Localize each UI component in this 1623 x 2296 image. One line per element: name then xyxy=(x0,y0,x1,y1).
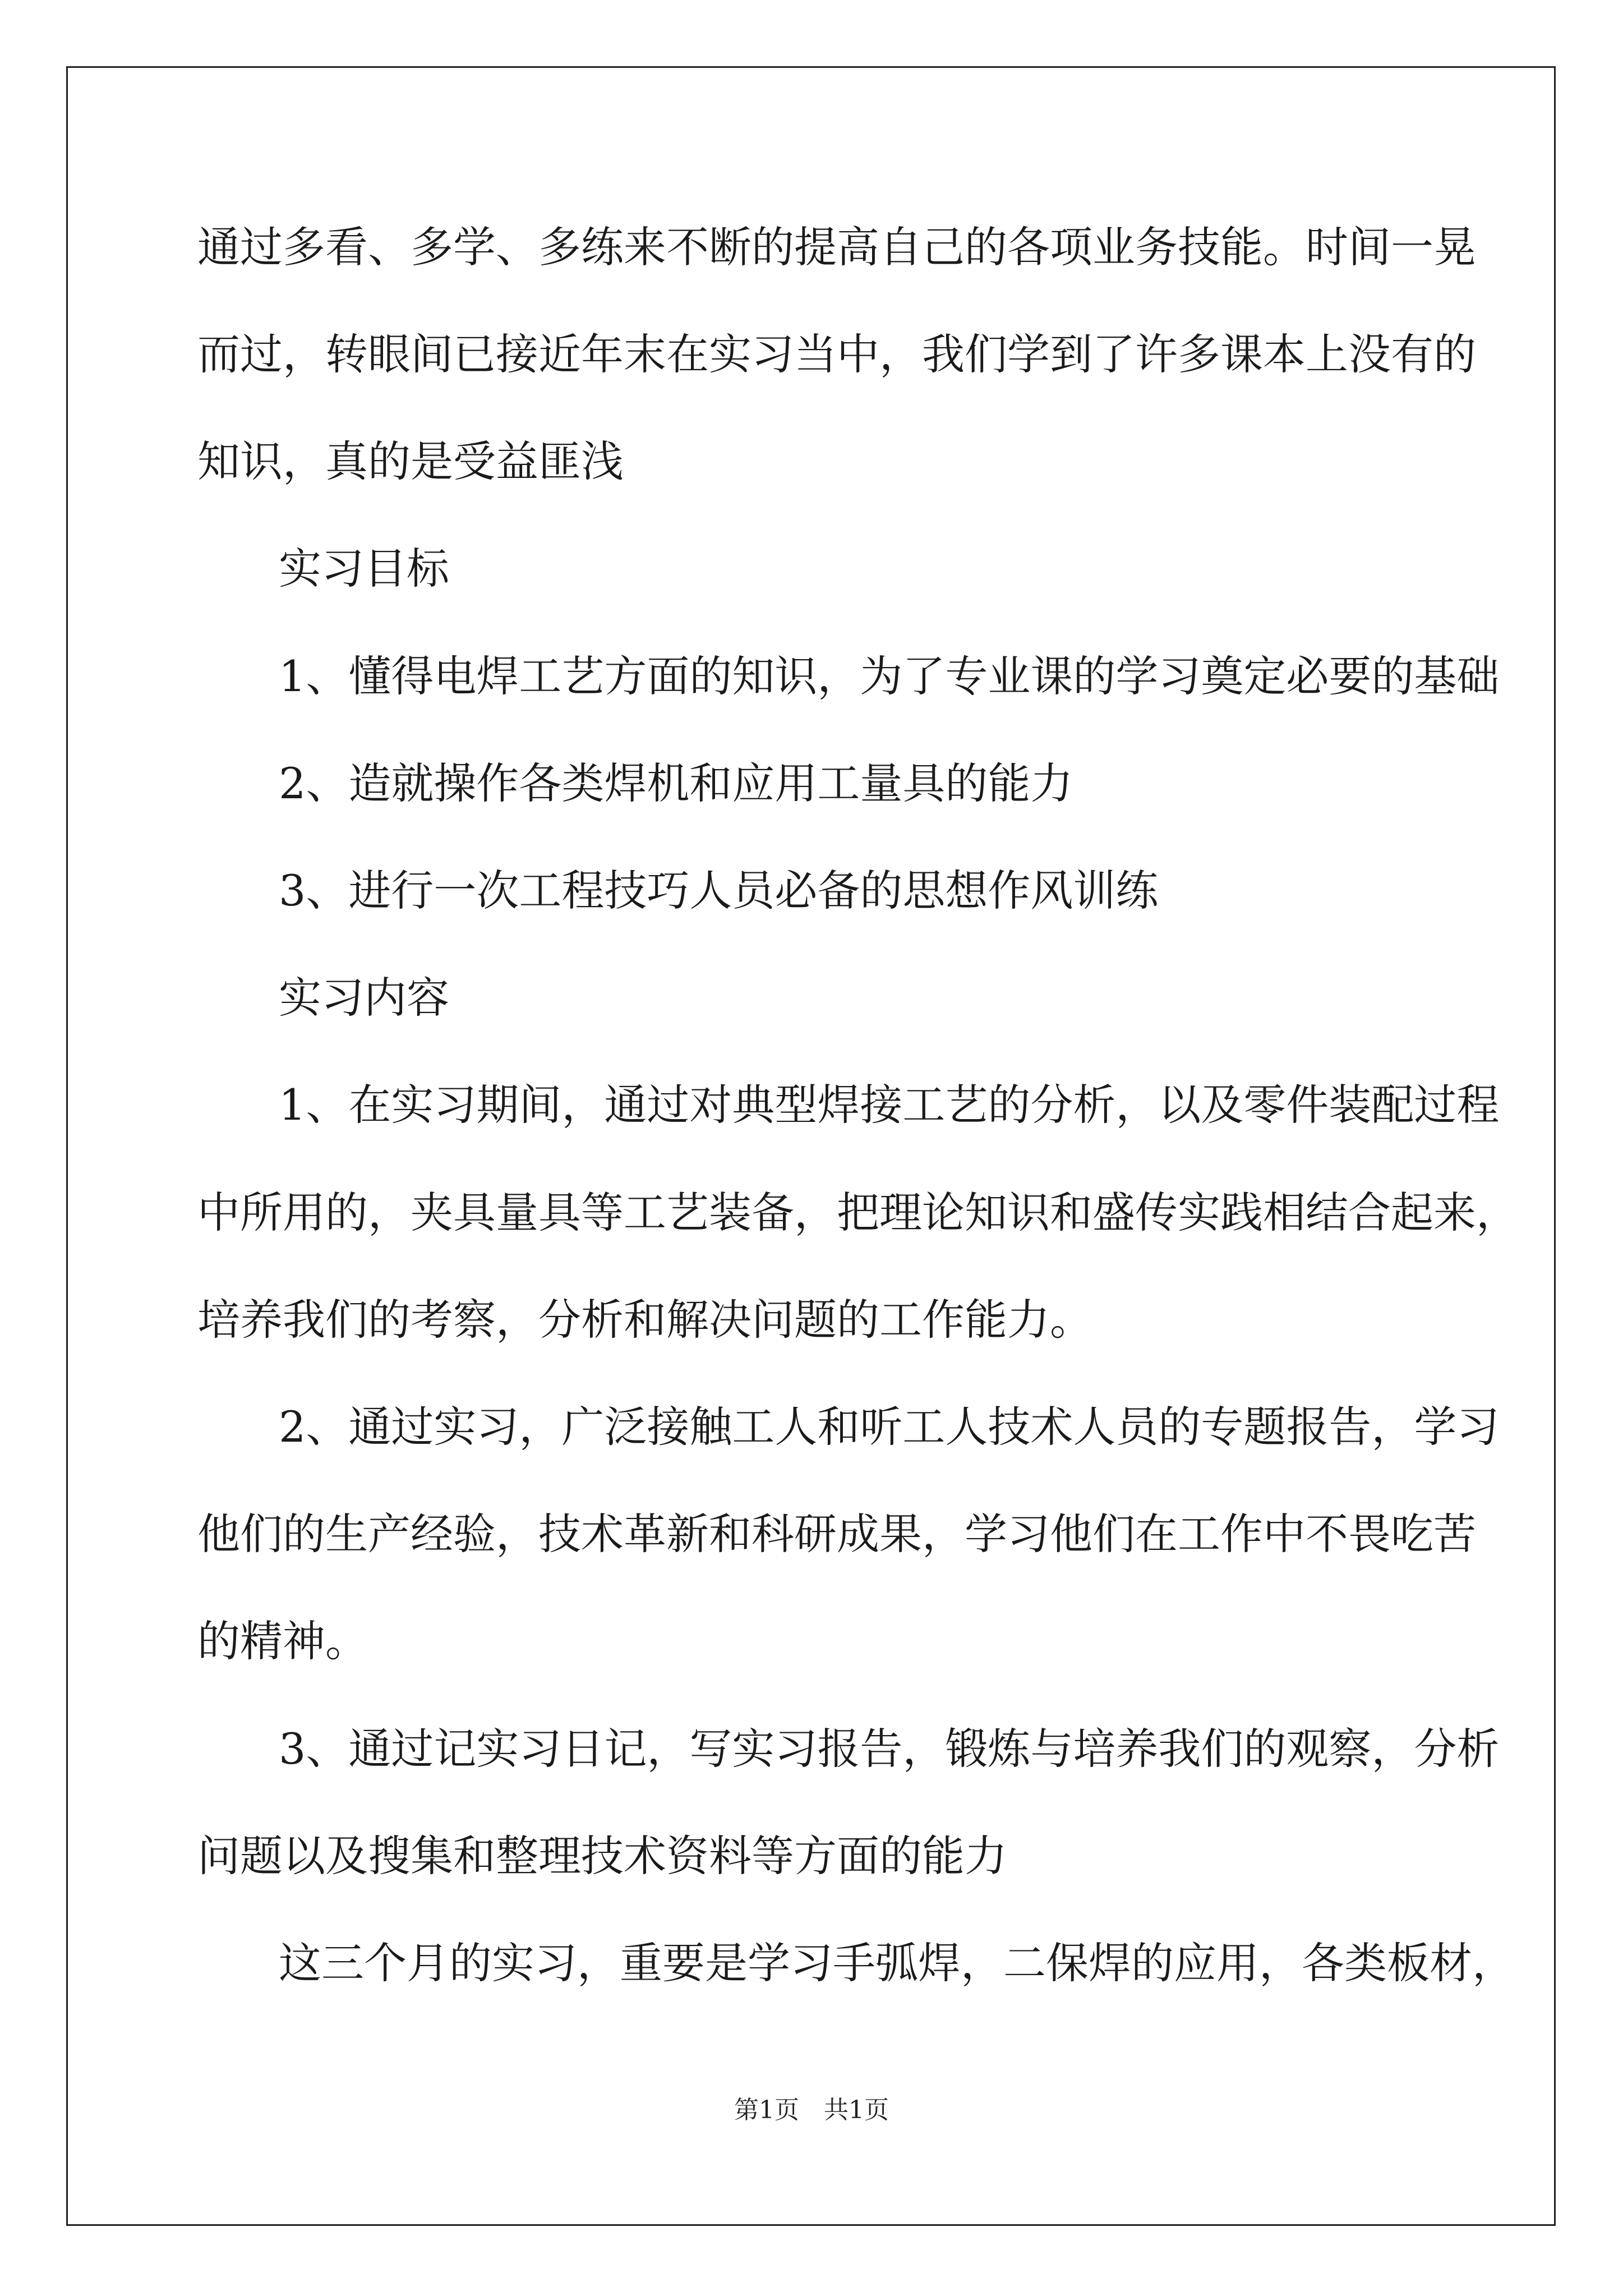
body-text-line: 通过多看、多学、多练来不断的提高自己的各项业务技能。时间一晃 xyxy=(197,222,1476,272)
body-text-line: 而过，转眼间已接近年末在实习当中，我们学到了许多课本上没有的 xyxy=(197,329,1476,379)
content-item: 1、在实习期间，通过对典型焊接工艺的分析，以及零件装配过程 xyxy=(279,1080,1500,1130)
body-text-line: 这三个月的实习，重要是学习手弧焊，二保焊的应用，各类板材， xyxy=(279,1938,1515,1988)
page-number-footer: 第1页 共1页 xyxy=(734,2096,889,2124)
body-text-line: 他们的生产经验，技术革新和科研成果，学习他们在工作中不畏吃苦 xyxy=(197,1509,1476,1559)
body-text-line: 问题以及搜集和整理技术资料等方面的能力 xyxy=(197,1831,1007,1881)
body-text-line: 中所用的，夹具量具等工艺装备，把理论知识和盛传实践相结合起来， xyxy=(197,1188,1519,1237)
section-heading-goals: 实习目标 xyxy=(279,544,449,593)
section-heading-content: 实习内容 xyxy=(279,973,449,1023)
content-item: 3、通过记实习日记，写实习报告，锻炼与培养我们的观察，分析 xyxy=(279,1724,1500,1774)
content-item: 2、通过实习，广泛接触工人和听工人技术人员的专题报告，学习 xyxy=(279,1402,1500,1452)
body-text-line: 的精神。 xyxy=(197,1616,368,1666)
goal-item: 1、懂得电焊工艺方面的知识，为了专业课的学习奠定必要的基础 xyxy=(279,651,1500,701)
body-text-line: 知识，真的是受益匪浅 xyxy=(197,436,624,486)
goal-item: 2、造就操作各类焊机和应用工量具的能力 xyxy=(279,758,1073,808)
body-text-line: 培养我们的考察，分析和解决问题的工作能力。 xyxy=(197,1295,1092,1345)
page-border xyxy=(66,66,1556,2226)
goal-item: 3、进行一次工程技巧人员必备的思想作风训练 xyxy=(279,866,1159,915)
